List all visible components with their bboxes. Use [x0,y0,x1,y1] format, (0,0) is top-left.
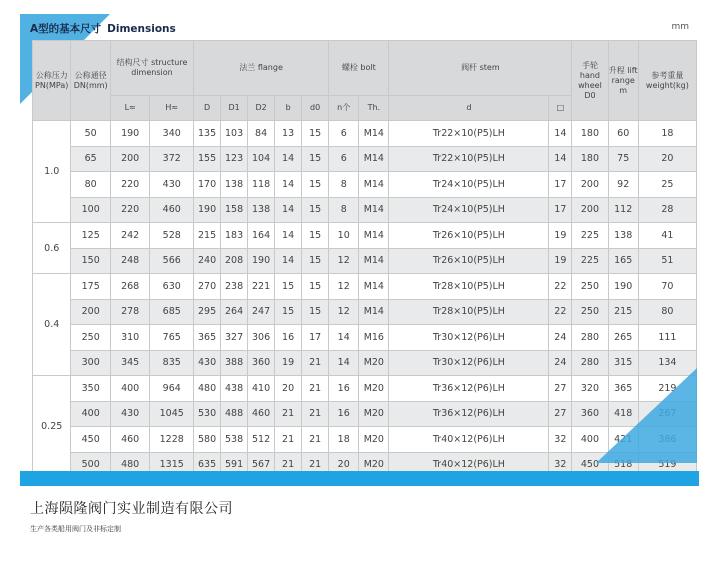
company-tagline: 生产各类船用阀门及非标定制 [30,525,121,533]
table-row [33,248,697,274]
cell-d: Tr30×12(P6)LH [389,325,549,351]
subheader-D: D [194,96,221,121]
table-row [33,299,697,325]
cell-m: 421 [608,427,638,453]
cell-h: 372 [150,146,194,172]
cell-d1: 208 [221,248,248,274]
cell-pn: 0.25 [33,376,71,478]
cell-b: 15 [275,274,302,300]
cell-b: 21 [275,427,302,453]
cell-h: 528 [150,223,194,249]
cell-b: 21 [275,452,302,478]
cell-m: 265 [608,325,638,351]
cell-h: 630 [150,274,194,300]
cell-dn: 50 [71,121,110,147]
cell-b: 14 [275,223,302,249]
cell-th: M14 [359,274,389,300]
cell-l: 248 [110,248,149,274]
cell-d0: 17 [302,325,329,351]
cell-dn: 200 [71,299,110,325]
cell-n: 12 [329,248,359,274]
cell-b: 14 [275,197,302,223]
cell-h: 340 [150,121,194,147]
cell-d0: 21 [302,401,329,427]
cell-w: 80 [638,299,696,325]
table-row [33,223,697,249]
cell-w: 134 [638,350,696,376]
cell-d0: 200 [572,197,608,223]
subheader-n: n个 [329,96,359,121]
cell-d: Tr40×12(P6)LH [389,427,549,453]
cell-dn: 250 [71,325,110,351]
cell-w: 519 [638,452,696,478]
cell-dn: 350 [71,376,110,402]
cell-d: Tr22×10(P5)LH [389,146,549,172]
cell-m: 112 [608,197,638,223]
cell-box: 14 [549,146,572,172]
cell-h: 1315 [150,452,194,478]
cell-h: 566 [150,248,194,274]
cell-d1: 264 [221,299,248,325]
cell-d: 135 [194,121,221,147]
cell-box: 17 [549,197,572,223]
subheader-H: H≈ [150,96,194,121]
cell-b: 14 [275,248,302,274]
cell-m: 365 [608,376,638,402]
subheader-b: b [275,96,302,121]
cell-d2: 84 [248,121,275,147]
cell-d: Tr36×12(P6)LH [389,376,549,402]
cell-d0: 21 [302,376,329,402]
cell-n: 14 [329,325,359,351]
cell-dn: 500 [71,452,110,478]
cell-n: 18 [329,427,359,453]
cell-d: 635 [194,452,221,478]
cell-d0: 15 [302,121,329,147]
cell-m: 190 [608,274,638,300]
cell-d0: 180 [572,146,608,172]
header-lift: 升程 lift range m [608,41,638,121]
header-pn: 公称压力PN(MPa) [33,41,71,121]
cell-d1: 591 [221,452,248,478]
cell-d0: 21 [302,350,329,376]
subheader-d0: d0 [302,96,329,121]
cell-box: 27 [549,376,572,402]
cell-l: 310 [110,325,149,351]
cell-d: 295 [194,299,221,325]
cell-m: 518 [608,452,638,478]
cell-w: 28 [638,197,696,223]
cell-th: M16 [359,325,389,351]
cell-d: Tr28×10(P5)LH [389,299,549,325]
cell-dn: 100 [71,197,110,223]
cell-w: 51 [638,248,696,274]
cell-h: 835 [150,350,194,376]
cell-d: 580 [194,427,221,453]
cell-d0: 450 [572,452,608,478]
cell-d1: 388 [221,350,248,376]
cell-l: 190 [110,121,149,147]
cell-d2: 138 [248,197,275,223]
cell-d: 170 [194,172,221,198]
cell-dn: 175 [71,274,110,300]
cell-n: 8 [329,172,359,198]
cell-l: 345 [110,350,149,376]
cell-m: 60 [608,121,638,147]
cell-d1: 103 [221,121,248,147]
accent-bar [20,471,699,486]
cell-d2: 104 [248,146,275,172]
cell-n: 16 [329,376,359,402]
cell-d2: 460 [248,401,275,427]
cell-d2: 567 [248,452,275,478]
cell-l: 400 [110,376,149,402]
cell-dn: 150 [71,248,110,274]
cell-th: M14 [359,146,389,172]
table-row [33,121,697,147]
cell-d: 155 [194,146,221,172]
cell-d0: 200 [572,172,608,198]
cell-d0: 21 [302,427,329,453]
cell-box: 17 [549,172,572,198]
cell-l: 430 [110,401,149,427]
cell-d1: 238 [221,274,248,300]
cell-d: Tr24×10(P5)LH [389,197,549,223]
cell-h: 964 [150,376,194,402]
cell-box: 14 [549,121,572,147]
header-dn: 公称通径DN(mm) [71,41,110,121]
cell-m: 418 [608,401,638,427]
cell-box: 19 [549,223,572,249]
cell-d1: 123 [221,146,248,172]
cell-n: 16 [329,401,359,427]
cell-d: Tr26×10(P5)LH [389,248,549,274]
cell-box: 22 [549,299,572,325]
cell-h: 1228 [150,427,194,453]
cell-b: 21 [275,401,302,427]
cell-d: Tr24×10(P5)LH [389,172,549,198]
subheader-L: L≈ [110,96,149,121]
subheader-th: Th. [359,96,389,121]
cell-d2: 247 [248,299,275,325]
cell-dn: 450 [71,427,110,453]
cell-d0: 280 [572,325,608,351]
cell-th: M20 [359,452,389,478]
cell-d0: 15 [302,172,329,198]
cell-d: 530 [194,401,221,427]
cell-w: 41 [638,223,696,249]
cell-w: 267 [638,401,696,427]
unit-label: mm [671,22,689,32]
cell-h: 685 [150,299,194,325]
cell-b: 13 [275,121,302,147]
cell-m: 215 [608,299,638,325]
cell-box: 32 [549,452,572,478]
cell-d2: 164 [248,223,275,249]
header-structure: 结构尺寸 structure dimension [110,41,193,96]
cell-d0: 15 [302,248,329,274]
cell-h: 430 [150,172,194,198]
cell-d0: 21 [302,452,329,478]
cell-m: 75 [608,146,638,172]
cell-l: 278 [110,299,149,325]
cell-dn: 125 [71,223,110,249]
cell-l: 268 [110,274,149,300]
corner-triangle-bottom-right [596,368,697,463]
cell-d: Tr26×10(P5)LH [389,223,549,249]
cell-d2: 306 [248,325,275,351]
header-handwheel: 手轮 hand wheel D0 [572,41,608,121]
header-bolt: 螺栓 bolt [329,41,389,96]
cell-d: 190 [194,197,221,223]
cell-d0: 15 [302,223,329,249]
cell-d2: 512 [248,427,275,453]
cell-th: M20 [359,427,389,453]
cell-l: 460 [110,427,149,453]
cell-th: M14 [359,197,389,223]
cell-d0: 360 [572,401,608,427]
subheader-box: □ [549,96,572,121]
cell-d2: 360 [248,350,275,376]
header-stem: 阀杆 stem [389,41,572,96]
cell-box: 19 [549,248,572,274]
cell-w: 386 [638,427,696,453]
table-title [30,21,176,36]
title-cn: A型的基本尺寸 [30,23,102,35]
cell-n: 20 [329,452,359,478]
cell-d0: 15 [302,274,329,300]
cell-d0: 225 [572,223,608,249]
cell-m: 92 [608,172,638,198]
cell-d: Tr28×10(P5)LH [389,274,549,300]
cell-d: 365 [194,325,221,351]
cell-w: 18 [638,121,696,147]
subheader-d: d [389,96,549,121]
cell-box: 24 [549,350,572,376]
cell-th: M14 [359,223,389,249]
cell-l: 200 [110,146,149,172]
cell-b: 19 [275,350,302,376]
cell-l: 242 [110,223,149,249]
cell-d: 270 [194,274,221,300]
cell-h: 460 [150,197,194,223]
cell-d0: 15 [302,146,329,172]
cell-dn: 300 [71,350,110,376]
cell-d0: 225 [572,248,608,274]
cell-n: 10 [329,223,359,249]
cell-n: 6 [329,146,359,172]
cell-th: M14 [359,121,389,147]
table-row [33,172,697,198]
title-en: Dimensions [107,23,176,35]
cell-th: M14 [359,299,389,325]
cell-b: 14 [275,172,302,198]
cell-d0: 15 [302,299,329,325]
cell-w: 219 [638,376,696,402]
subheader-D1: D1 [221,96,248,121]
cell-d: 240 [194,248,221,274]
subheader-D2: D2 [248,96,275,121]
cell-w: 25 [638,172,696,198]
cell-d: 430 [194,350,221,376]
cell-d0: 180 [572,121,608,147]
cell-d1: 438 [221,376,248,402]
cell-n: 14 [329,350,359,376]
cell-w: 111 [638,325,696,351]
cell-d1: 327 [221,325,248,351]
cell-d: Tr40×12(P6)LH [389,452,549,478]
cell-l: 220 [110,172,149,198]
cell-d: Tr22×10(P5)LH [389,121,549,147]
cell-n: 8 [329,197,359,223]
cell-d0: 15 [302,197,329,223]
cell-th: M20 [359,350,389,376]
cell-d1: 538 [221,427,248,453]
cell-d: Tr30×12(P6)LH [389,350,549,376]
cell-d2: 190 [248,248,275,274]
cell-th: M20 [359,401,389,427]
cell-pn: 0.6 [33,223,71,274]
header-flange: 法兰 flange [194,41,329,96]
cell-pn: 0.4 [33,274,71,376]
cell-l: 220 [110,197,149,223]
cell-d: 215 [194,223,221,249]
cell-d: 480 [194,376,221,402]
cell-dn: 80 [71,172,110,198]
cell-n: 6 [329,121,359,147]
cell-pn: 1.0 [33,121,71,223]
cell-m: 165 [608,248,638,274]
cell-d2: 410 [248,376,275,402]
cell-dn: 400 [71,401,110,427]
cell-d1: 183 [221,223,248,249]
cell-w: 70 [638,274,696,300]
cell-b: 16 [275,325,302,351]
cell-d0: 280 [572,350,608,376]
cell-th: M14 [359,172,389,198]
cell-d1: 488 [221,401,248,427]
cell-b: 15 [275,299,302,325]
table-row [33,325,697,351]
cell-b: 20 [275,376,302,402]
cell-n: 12 [329,274,359,300]
table-row [33,146,697,172]
cell-d1: 138 [221,172,248,198]
cell-box: 22 [549,274,572,300]
cell-d: Tr36×12(P6)LH [389,401,549,427]
table-row [33,197,697,223]
cell-m: 138 [608,223,638,249]
cell-d0: 250 [572,274,608,300]
cell-h: 765 [150,325,194,351]
cell-b: 14 [275,146,302,172]
cell-d0: 400 [572,427,608,453]
cell-n: 12 [329,299,359,325]
cell-th: M14 [359,248,389,274]
cell-d2: 118 [248,172,275,198]
cell-d2: 221 [248,274,275,300]
cell-th: M20 [359,376,389,402]
cell-m: 315 [608,350,638,376]
cell-box: 32 [549,427,572,453]
cell-dn: 65 [71,146,110,172]
company-name: 上海陨隆阀门实业制造有限公司 [30,501,233,517]
cell-w: 20 [638,146,696,172]
cell-box: 27 [549,401,572,427]
cell-d0: 250 [572,299,608,325]
cell-box: 24 [549,325,572,351]
table-row [33,274,697,300]
cell-d1: 158 [221,197,248,223]
cell-l: 480 [110,452,149,478]
header-weight: 参考重量 weight(kg) [638,41,696,121]
cell-d0: 320 [572,376,608,402]
cell-h: 1045 [150,401,194,427]
